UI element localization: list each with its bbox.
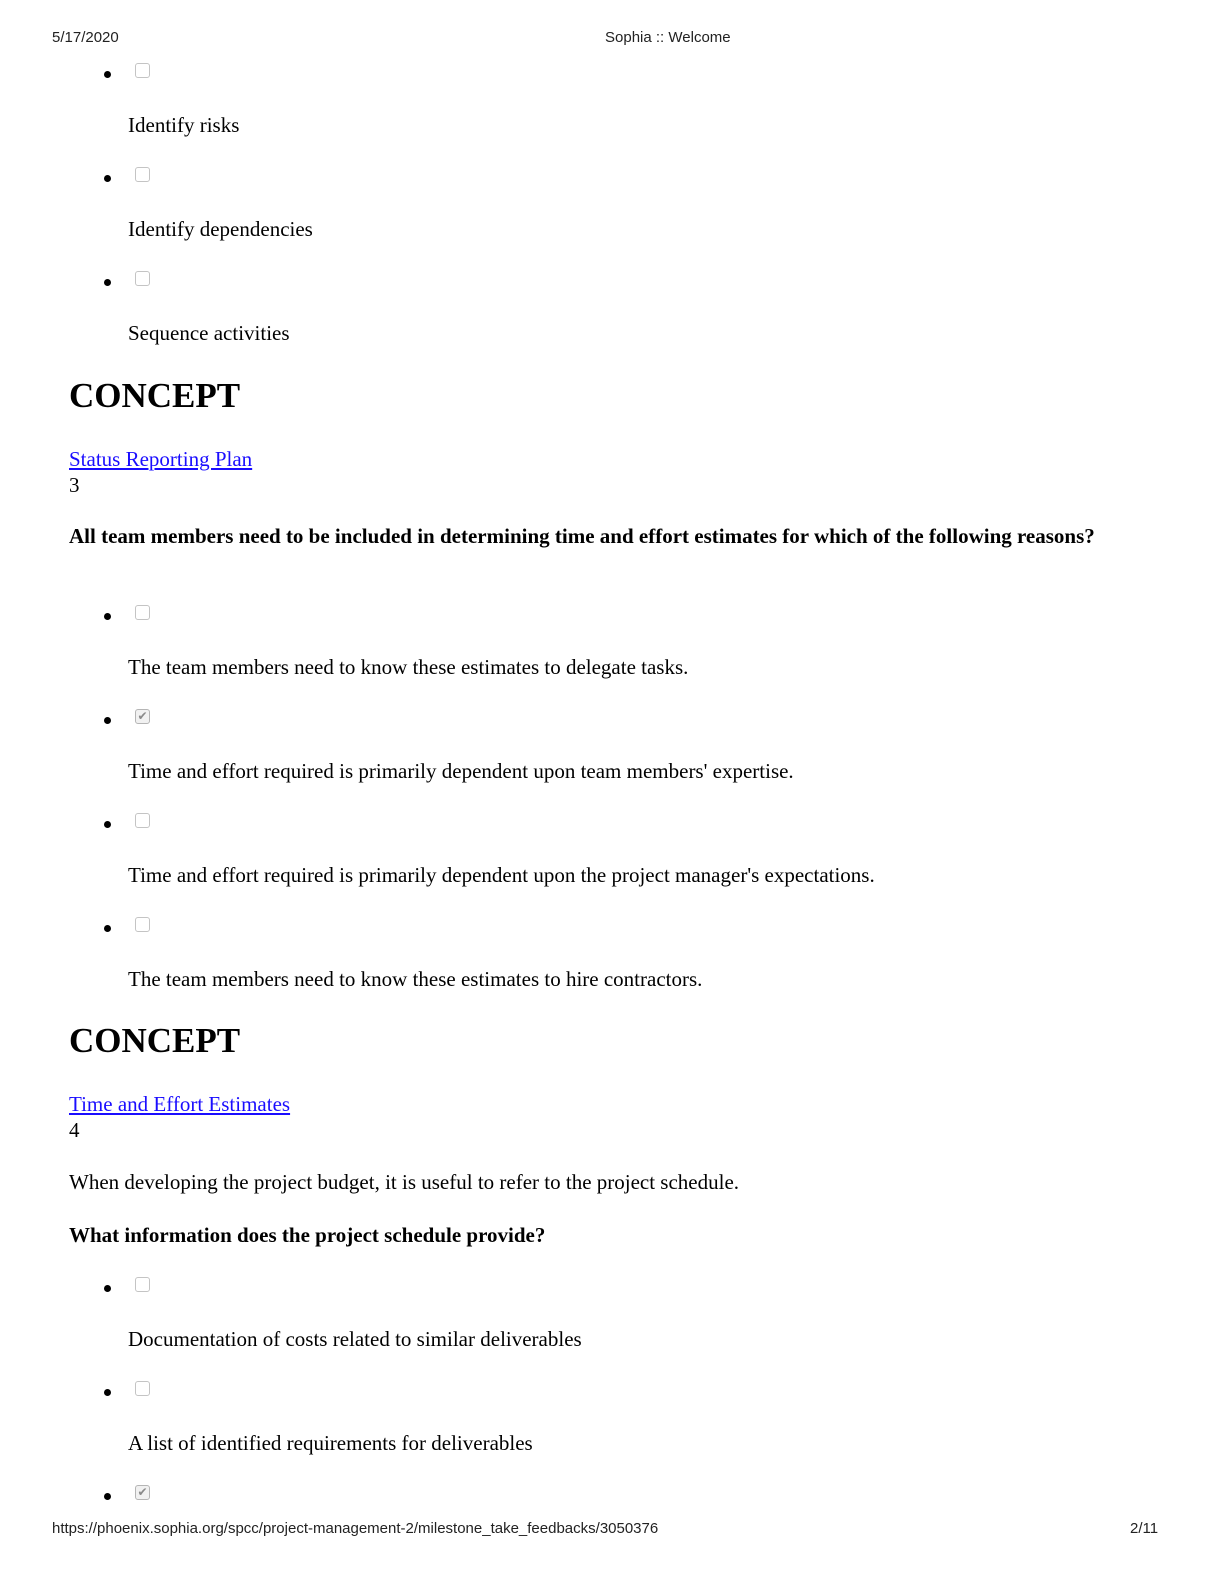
q3-option-3-label: Time and effort required is primarily dependent upon the project manager's expectations. — [128, 863, 875, 887]
checkmark-icon: ✔ — [137, 709, 148, 723]
bullet-icon — [104, 175, 111, 182]
bullet-icon — [104, 717, 111, 724]
q3-option-2-label: Time and effort required is primarily dependent upon team members' expertise. — [128, 759, 794, 783]
concept-heading: CONCEPT — [69, 1021, 241, 1060]
print-date: 5/17/2020 — [52, 29, 119, 46]
question-number: 4 — [69, 1118, 80, 1142]
bullet-icon — [104, 279, 111, 286]
q2-option-3-label: Sequence activities — [128, 321, 290, 345]
concept-link-status-reporting-plan[interactable]: Status Reporting Plan — [69, 447, 253, 471]
q4-option-3-checkbox[interactable] — [135, 1485, 150, 1500]
q3-option-2-checkbox[interactable] — [135, 709, 150, 724]
q3-option-3-checkbox[interactable] — [135, 813, 150, 828]
q4-option-1-label: Documentation of costs related to similar deliverables — [128, 1327, 582, 1351]
concept-heading: CONCEPT — [69, 376, 241, 415]
q2-option-1-label: Identify risks — [128, 113, 240, 137]
bullet-icon — [104, 821, 111, 828]
q4-option-2-checkbox[interactable] — [135, 1381, 150, 1396]
q3-option-4-label: The team members need to know these estimates to hire contractors. — [128, 967, 703, 991]
q2-option-2-label: Identify dependencies — [128, 217, 313, 241]
question-intro: When developing the project budget, it is useful to refer to the project schedule. — [69, 1170, 740, 1194]
q3-option-1-checkbox[interactable] — [135, 605, 150, 620]
q2-option-3-checkbox[interactable] — [135, 271, 150, 286]
q2-option-2-checkbox[interactable] — [135, 167, 150, 182]
bullet-icon — [104, 1493, 111, 1500]
question-prompt: All team members need to be included in determining time and effort estimates for which of the following reasons? — [69, 524, 1095, 548]
q3-option-4-checkbox[interactable] — [135, 917, 150, 932]
checkmark-icon: ✔ — [137, 1485, 148, 1499]
page-title: Sophia :: Welcome — [605, 29, 731, 46]
bullet-icon — [104, 1285, 111, 1292]
q3-option-1-label: The team members need to know these estimates to delegate tasks. — [128, 655, 689, 679]
bullet-icon — [104, 71, 111, 78]
q2-option-1-checkbox[interactable] — [135, 63, 150, 78]
print-url: https://phoenix.sophia.org/spcc/project-management-2/milestone_take_feedbacks/3050376 — [52, 1520, 659, 1537]
q4-option-1-checkbox[interactable] — [135, 1277, 150, 1292]
question-number: 3 — [69, 473, 80, 497]
bullet-icon — [104, 613, 111, 620]
concept-link-time-and-effort-estimates[interactable]: Time and Effort Estimates — [69, 1092, 291, 1116]
bullet-icon — [104, 925, 111, 932]
question-prompt: What information does the project schedule provide? — [69, 1223, 546, 1247]
q4-option-2-label: A list of identified requirements for deliverables — [128, 1431, 533, 1455]
page-number: 2/11 — [1130, 1520, 1159, 1537]
bullet-icon — [104, 1389, 111, 1396]
